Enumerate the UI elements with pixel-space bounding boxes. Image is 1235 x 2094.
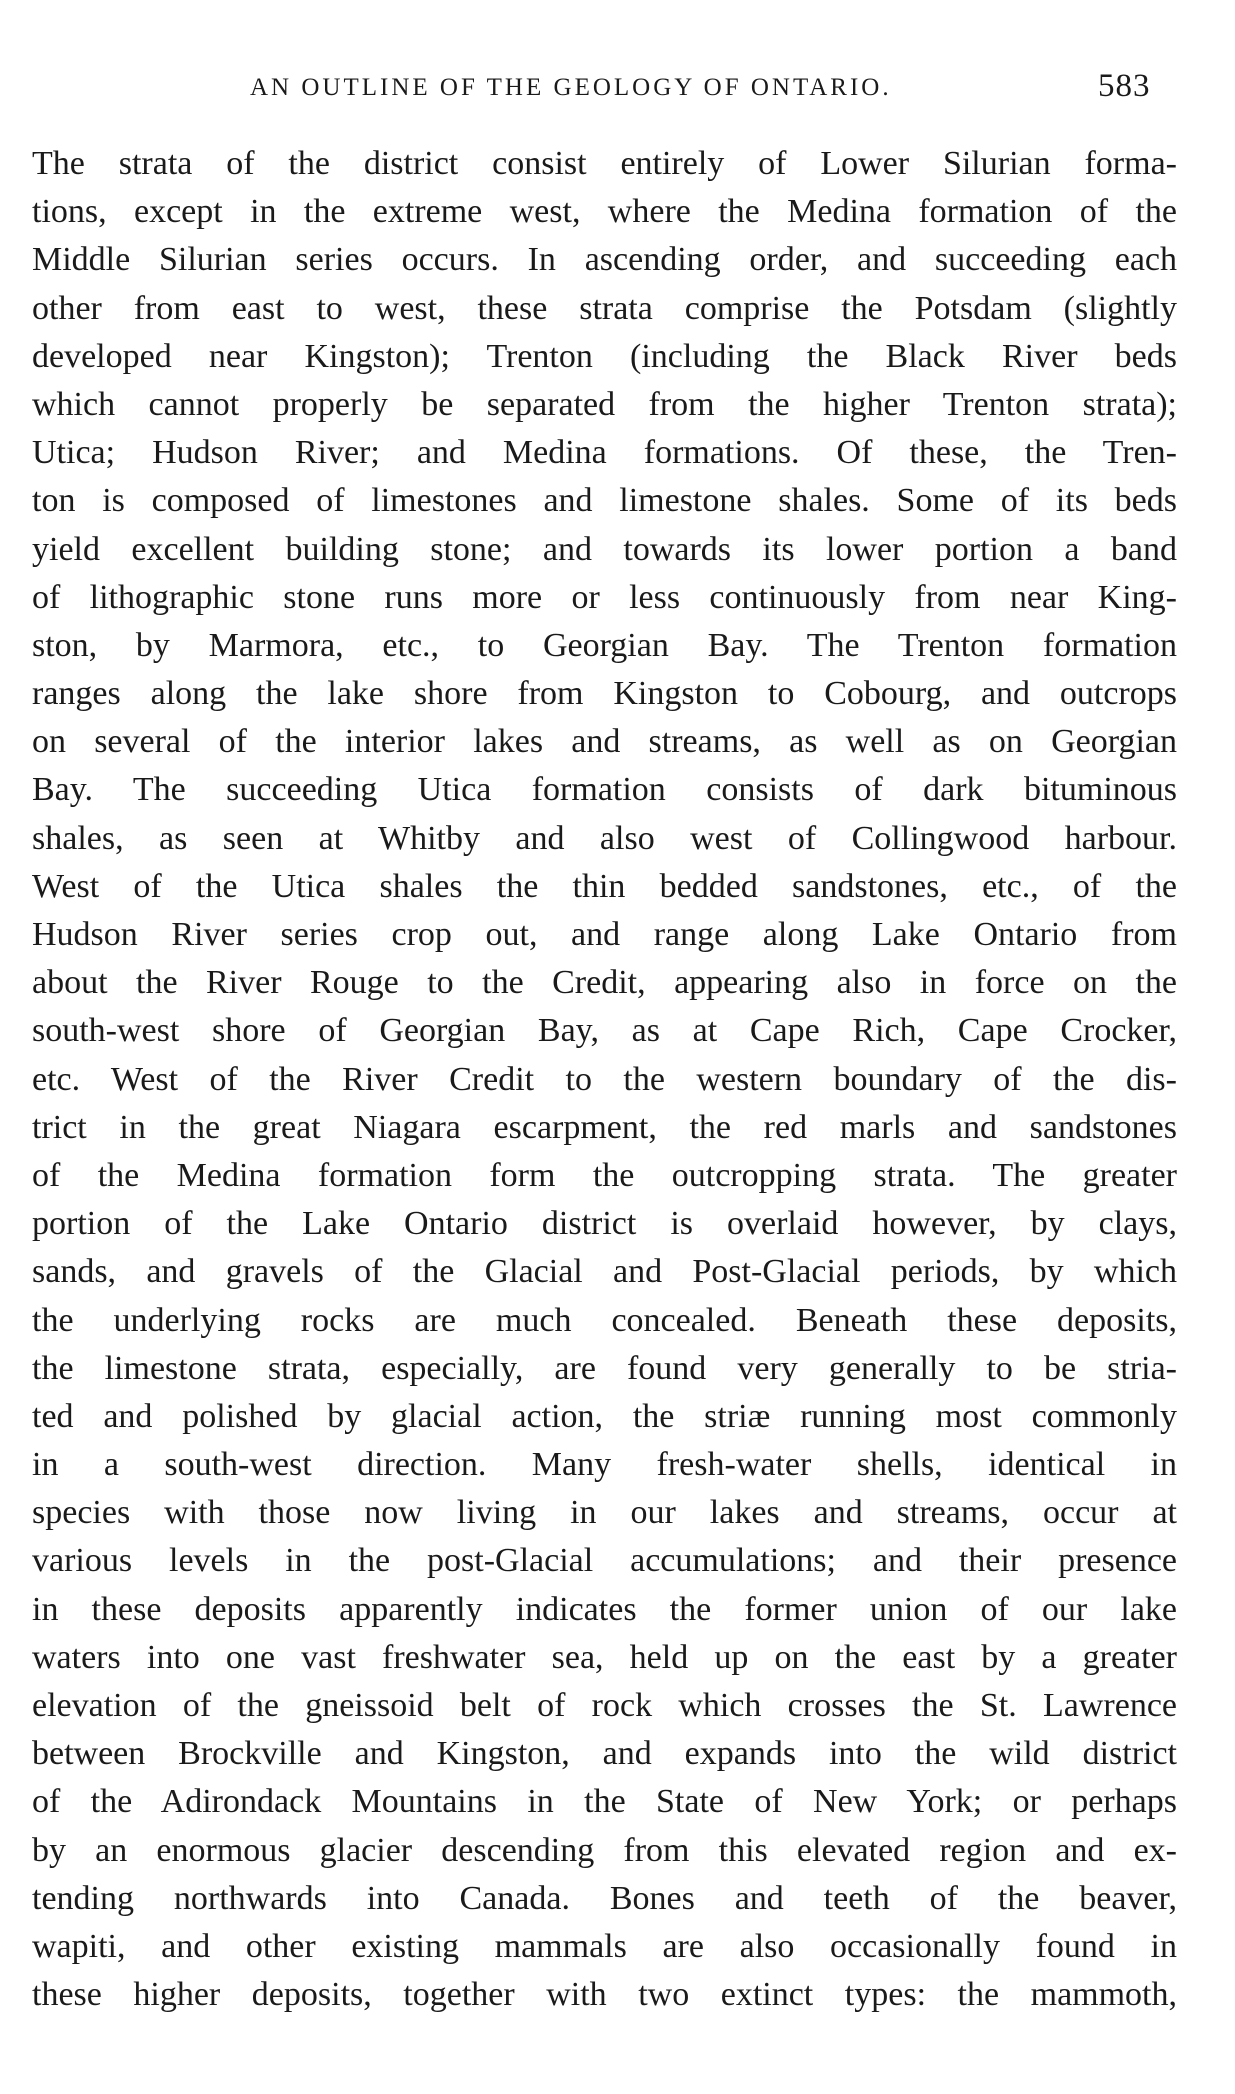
text-line: yield excellent building stone; and towards its lower portion a band [32,530,1177,568]
text-line: about the River Rouge to the Credit, appearing also in force on the [32,964,1177,1002]
text-line: south-west shore of Georgian Bay, as at Cape Rich, Cape Crocker, [32,1012,1177,1050]
text-line: etc. West of the River Credit to the western boundary of the dis- [32,1060,1177,1098]
text-line: sands, and gravels of the Glacial and Post-Glacial periods, by which [32,1253,1177,1291]
text-line: of the Medina formation form the outcropping strata. The greater [32,1156,1177,1194]
text-line: Bay. The succeeding Utica formation consists of dark bituminous [32,771,1177,809]
text-line: species with those now living in our lakes and streams, occur at [32,1494,1177,1532]
text-line: West of the Utica shales the thin bedded sandstones, etc., of the [32,867,1177,905]
text-line: ston, by Marmora, etc., to Georgian Bay. The Trenton formation [32,626,1177,664]
text-line: on several of the interior lakes and streams, as well as on Georgian [32,723,1177,761]
text-line: the limestone strata, especially, are found very generally to be stria- [32,1349,1177,1387]
text-line: portion of the Lake Ontario district is overlaid however, by clays, [32,1205,1177,1243]
text-line: Middle Silurian series occurs. In ascending order, and succeeding each [32,241,1177,279]
text-line: ted and polished by glacial action, the striæ running most commonly [32,1397,1177,1435]
text-line: ranges along the lake shore from Kingston to Cobourg, and outcrops [32,675,1177,713]
page-number: 583 [1098,68,1151,104]
text-line: tions, except in the extreme west, where the Medina formation of the [32,193,1177,231]
text-line: in these deposits apparently indicates the former union of our lake [32,1590,1177,1628]
running-title: AN OUTLINE OF THE GEOLOGY OF ONTARIO. [250,74,892,101]
text-line: shales, as seen at Whitby and also west of Collingwood harbour. [32,819,1177,857]
text-line: elevation of the gneissoid belt of rock which crosses the St. Lawrence [32,1687,1177,1724]
text-line: wapiti, and other existing mammals are also occasionally found in [32,1927,1177,1965]
text-line: between Brockville and Kingston, and expands into the wild district [32,1735,1177,1773]
text-line: the underlying rocks are much concealed. Beneath these deposits, [32,1301,1177,1339]
text-line: in a south-west direction. Many fresh-water shells, identical in [32,1446,1177,1484]
text-line: Hudson River series crop out, and range along Lake Ontario from [32,916,1177,953]
text-line: waters into one vast freshwater sea, held up on the east by a greater [32,1638,1177,1676]
text-line: these higher deposits, together with two extinct types: the mammoth, [32,1976,1177,2014]
text-line: of lithographic stone runs more or less continuously from near King- [32,578,1177,616]
text-line: which cannot properly be separated from the higher Trenton strata); [32,385,1177,423]
text-line: The strata of the district consist entirely of Lower Silurian forma- [32,145,1177,182]
text-line: trict in the great Niagara escarpment, the red marls and sandstones [32,1108,1177,1146]
text-line: other from east to west, these strata comprise the Potsdam (slightly [32,289,1177,327]
text-line: of the Adirondack Mountains in the State of New York; or perhaps [32,1783,1177,1821]
body-paragraph [32,140,1177,2019]
text-line: by an enormous glacier descending from this elevated region and ex- [32,1831,1177,1869]
text-line: ton is composed of limestones and limestone shales. Some of its beds [32,482,1177,520]
text-line: tending northwards into Canada. Bones and teeth of the beaver, [32,1879,1177,1917]
text-line: various levels in the post-Glacial accumulations; and their presence [32,1542,1177,1580]
text-line: Utica; Hudson River; and Medina formations. Of these, the Tren- [32,434,1177,472]
text-line: developed near Kingston); Trenton (including the Black River beds [32,337,1177,375]
